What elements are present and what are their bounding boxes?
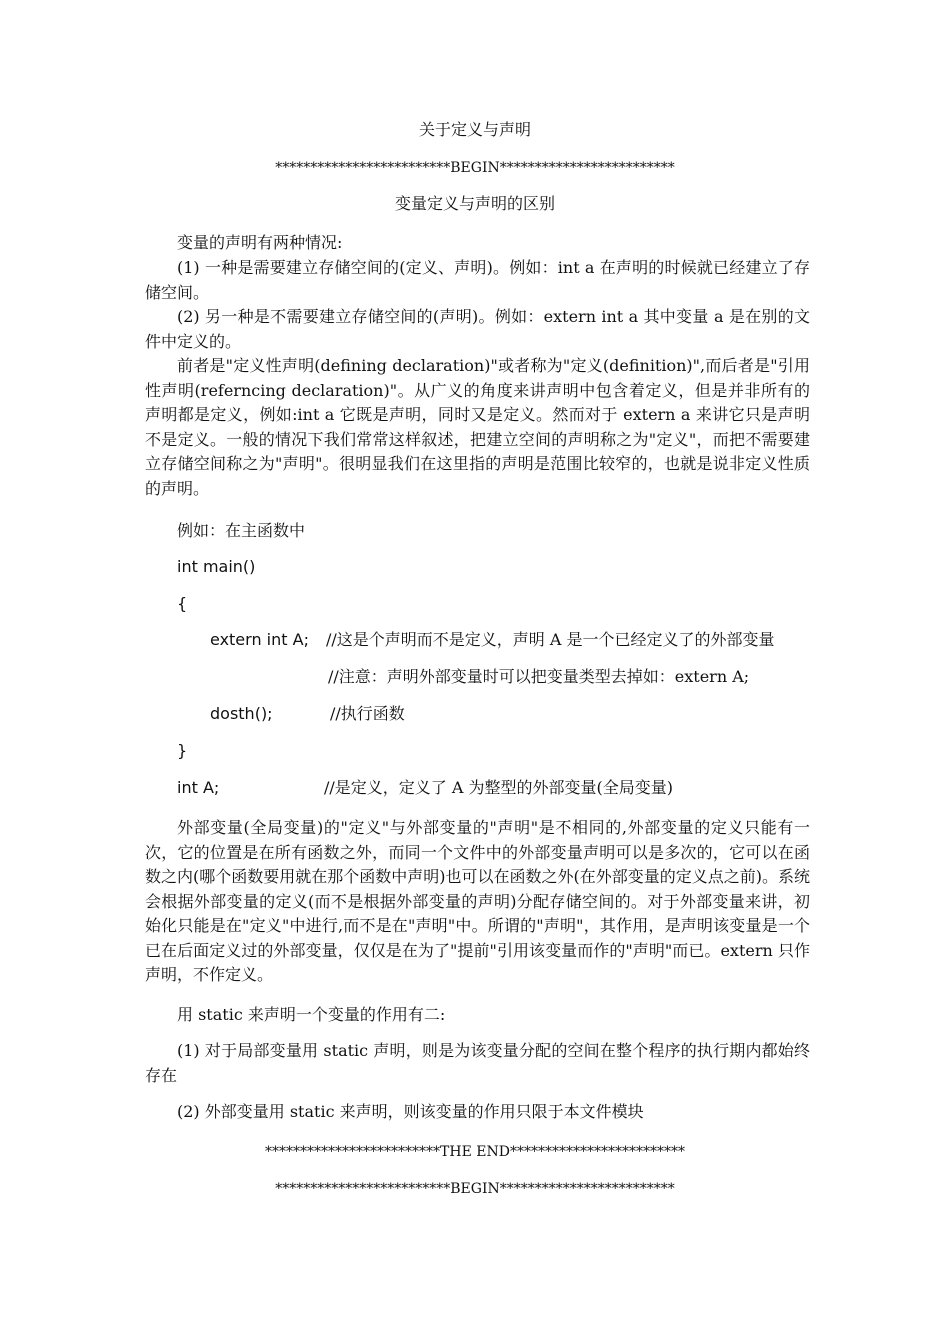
case-1-paragraph: (1) 一种是需要建立存储空间的(定义、声明)。例如：int a 在声明的时候就已经建立了存储空间。 xyxy=(145,258,810,302)
static-point-1: (1) 对于局部变量用 static 声明，则是为该变量分配的空间在整个程序的执行期内都始终存在 xyxy=(145,1041,810,1085)
static-intro: 用 static 来声明一个变量的作用有二: xyxy=(177,1005,446,1024)
code-comment-dosth: //执行函数 xyxy=(330,704,405,723)
document-title: 关于定义与声明 xyxy=(418,120,531,139)
code-line-open-brace: { xyxy=(177,594,188,613)
case-2-paragraph: (2) 另一种是不需要建立存储空间的(声明)。例如：extern int a 其中变量 a 是在别的文件中定义的。 xyxy=(145,307,810,351)
end-banner: *************************THE END************************* xyxy=(265,1144,685,1160)
example-intro: 例如：在主函数中 xyxy=(177,521,306,540)
code-line-extern-decl: extern int A; xyxy=(210,630,309,649)
code-line-close-brace: } xyxy=(177,741,188,760)
extern-paragraph: 外部变量(全局变量)的"定义"与外部变量的"声明"是不相同的,外部变量的定义只能有一次，它的位置是在所有函数之外，而同一个文件中的外部变量声明可以是多次的，它可以在函数之内(哪个函数要用就在那个函数中声明)也可以在函数之外(在外部变量的定义点之前)。系统会根据外部变量的定义(而不是根据外部变量的声明)分配存储空间的。对于外部变量来讲，初始化只能是在"定义"中进行,而不是在"声明"中。所谓的"声明"，其作用，是声明该变量是一个已在后面定义过的外部变量，仅仅是在为了"提前"引用该变量而作的"声明"而已。extern 只作声明，不作定义。 xyxy=(145,818,810,984)
begin-banner: *************************BEGIN************************* xyxy=(275,160,675,176)
code-comment-extern-decl: //这是个声明而不是定义，声明 A 是一个已经定义了的外部变量 xyxy=(326,630,775,649)
code-line-main: int main() xyxy=(177,557,256,576)
code-comment-int-a: //是定义，定义了 A 为整型的外部变量(全局变量) xyxy=(324,778,673,797)
code-line-dosth: dosth(); xyxy=(210,704,273,723)
begin-banner-2: *************************BEGIN************************* xyxy=(275,1181,675,1197)
intro-paragraph: 变量的声明有两种情况: xyxy=(177,233,343,252)
definition-paragraph: 前者是"定义性声明(defining declaration)"或者称为"定义(definition)",而后者是"引用性声明(referncing declaration)"。从广义的角度来讲声明中包含着定义，但是并非所有的声明都是定义，例如:int a 它既是声明，同时又是定义。然而对于 extern a 来讲它只是声明不是定义。一般的情况下我们常常这样叙述，把建立空间的声明称之为"定义"，而把不需要建立存储空间称之为"声明"。很明显我们在这里指的声明是范围比较窄的，也就是说非定义性质的声明。 xyxy=(145,356,810,498)
code-line-int-a: int A; xyxy=(177,778,220,797)
static-point-2: (2) 外部变量用 static 来声明，则该变量的作用只限于本文件模块 xyxy=(177,1102,644,1121)
section-subtitle: 变量定义与声明的区别 xyxy=(394,194,555,213)
code-comment-note: //注意：声明外部变量时可以把变量类型去掉如：extern A; xyxy=(328,667,750,686)
